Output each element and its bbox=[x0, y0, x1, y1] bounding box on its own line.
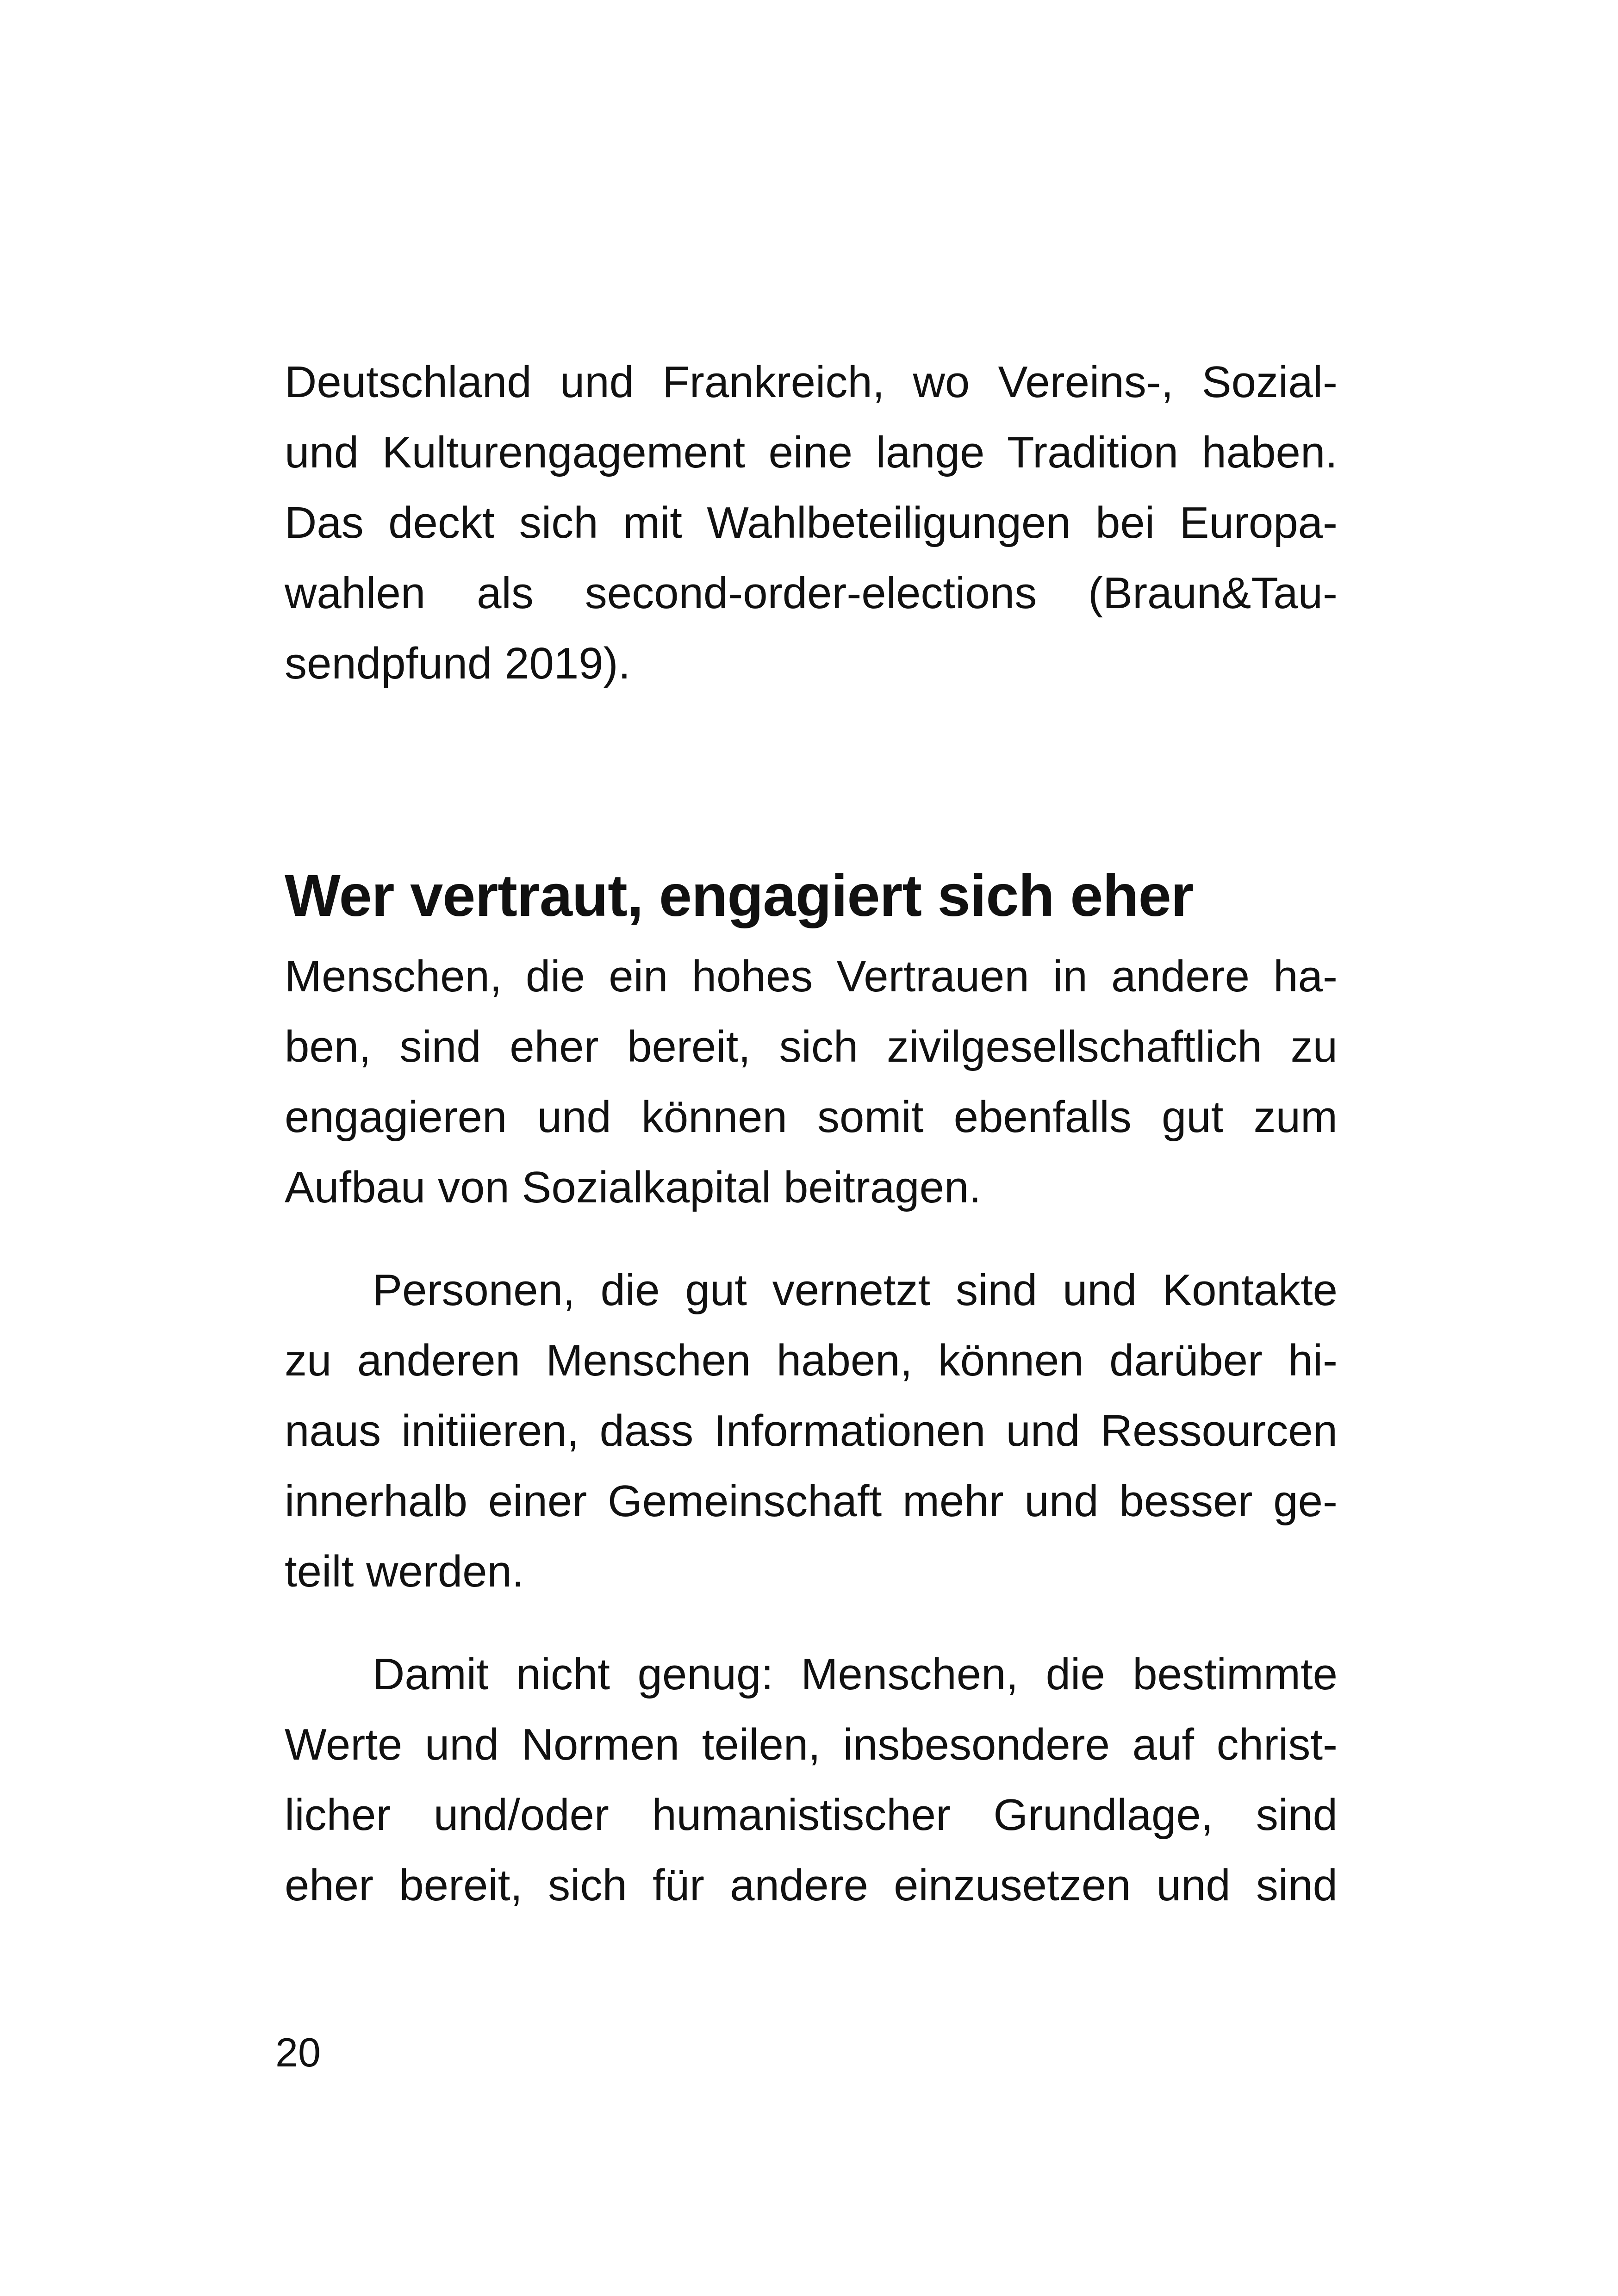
text-line: zu anderen Menschen haben, können darüber hi- bbox=[285, 1336, 1338, 1385]
text-line: ben, sind eher bereit, sich zivilgesellschaftlich zu bbox=[285, 1022, 1338, 1071]
text-line: Aufbau von Sozialkapital beitragen. bbox=[285, 1163, 982, 1212]
section-heading: Wer vertraut, engagiert sich eher bbox=[285, 863, 1194, 929]
text-line: und Kulturengagement eine lange Tradition haben. bbox=[285, 428, 1338, 477]
text-line: Das deckt sich mit Wahlbeteiligungen bei Europa- bbox=[285, 498, 1338, 548]
text-line: naus initiieren, dass Informationen und Ressourcen bbox=[285, 1406, 1338, 1456]
paragraph-1 bbox=[285, 941, 1338, 1223]
text-line: Werte und Normen teilen, insbesondere auf christ- bbox=[285, 1720, 1338, 1769]
text-line: engagieren und können somit ebenfalls gut zum bbox=[285, 1092, 1338, 1142]
text-line: teilt werden. bbox=[285, 1547, 524, 1596]
text-line: Menschen, die ein hohes Vertrauen in andere ha- bbox=[285, 952, 1338, 1001]
text-line: innerhalb einer Gemeinschaft mehr und besser ge- bbox=[285, 1476, 1338, 1526]
text-line: Damit nicht genug: Menschen, die bestimmte bbox=[373, 1649, 1338, 1699]
intro-paragraph bbox=[285, 347, 1338, 699]
paragraph-3 bbox=[285, 1639, 1338, 1921]
text-line: wahlen als second-order-elections (Braun&Tau- bbox=[285, 568, 1338, 618]
text-line: licher und/oder humanistischer Grundlage, sind bbox=[285, 1790, 1338, 1840]
text-line: Deutschland und Frankreich, wo Vereins-, Sozial- bbox=[285, 357, 1338, 407]
text-line: eher bereit, sich für andere einzusetzen und sind bbox=[285, 1860, 1338, 1910]
page-number: 20 bbox=[275, 2029, 321, 2075]
paragraph-2 bbox=[285, 1255, 1338, 1607]
text-line: sendpfund 2019). bbox=[285, 639, 631, 688]
text-line: Personen, die gut vernetzt sind und Kontakte bbox=[373, 1265, 1338, 1315]
